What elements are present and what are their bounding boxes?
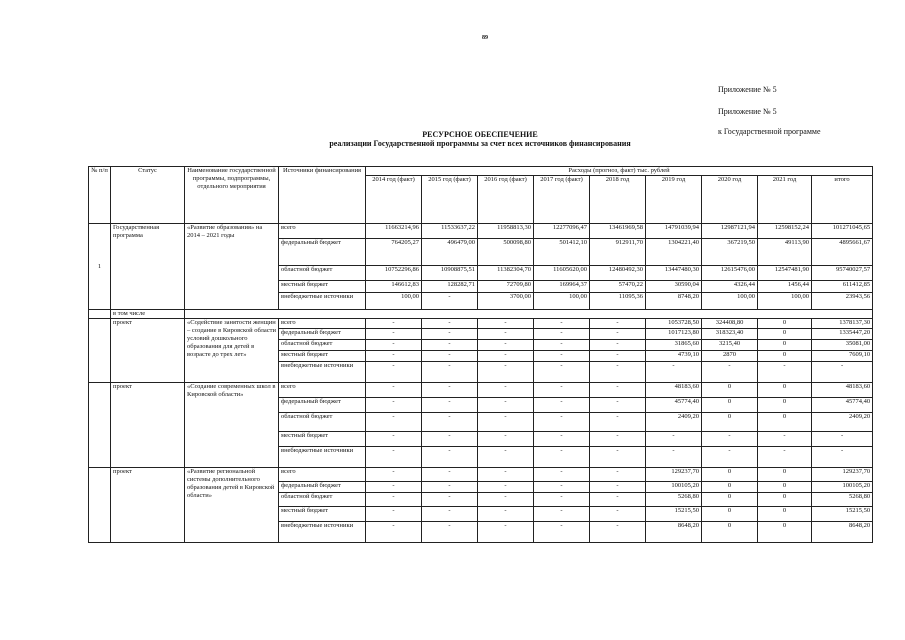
value-cell: - [534,447,590,468]
value-cell: - [422,398,478,413]
source-cell: областной бюджет [279,266,366,281]
value-cell: - [590,482,646,493]
value-cell: 12987121,94 [702,224,758,239]
value-cell: - [534,413,590,432]
value-cell: 0 [758,507,812,522]
value-cell: - [478,468,534,482]
header-year: 2018 год [590,176,646,224]
value-cell: - [534,329,590,340]
value-cell: 0 [702,507,758,522]
value-cell: - [646,362,702,383]
value-cell: 912911,70 [590,239,646,266]
value-cell: - [534,432,590,447]
value-cell: - [422,522,478,543]
value-cell: 100105,20 [812,482,873,493]
source-cell: всего [279,383,366,398]
header-year: 2021 год [758,176,812,224]
value-cell: 129237,70 [646,468,702,482]
value-cell: 45774,40 [646,398,702,413]
value-cell: 367219,50 [702,239,758,266]
value-cell: - [478,482,534,493]
value-cell: 11663214,96 [366,224,422,239]
value-cell: - [590,522,646,543]
value-cell: - [366,447,422,468]
value-cell: 501412,10 [534,239,590,266]
value-cell: - [422,340,478,351]
including-num [89,310,111,319]
value-cell: - [422,351,478,362]
value-cell: - [478,340,534,351]
source-cell: областной бюджет [279,493,366,507]
value-cell: 12480492,30 [590,266,646,281]
value-cell: - [590,351,646,362]
project-num [89,319,111,383]
source-cell: внебюджетные источники [279,362,366,383]
value-cell: 0 [758,351,812,362]
source-cell: федеральный бюджет [279,239,366,266]
value-cell: 100,00 [702,293,758,310]
value-cell: - [422,482,478,493]
value-cell: - [366,522,422,543]
value-cell: 764205,27 [366,239,422,266]
source-cell: федеральный бюджет [279,482,366,493]
project-num [89,468,111,543]
value-cell: 318323,40 [702,329,758,340]
value-cell: - [422,507,478,522]
source-cell: местный бюджет [279,432,366,447]
value-cell: - [590,383,646,398]
value-cell: - [366,383,422,398]
value-cell: 0 [702,468,758,482]
value-cell: 1053728,50 [646,319,702,329]
project-num [89,383,111,468]
value-cell: - [702,432,758,447]
source-cell: всего [279,468,366,482]
value-cell: - [478,362,534,383]
value-cell: - [422,329,478,340]
value-cell: - [422,362,478,383]
value-cell: - [366,362,422,383]
value-cell: - [478,351,534,362]
document-title: РЕСУРСНОЕ ОБЕСПЕЧЕНИЕ [422,130,538,139]
value-cell: 45774,40 [812,398,873,413]
value-cell: 1304221,40 [646,239,702,266]
value-cell: 129237,70 [812,468,873,482]
value-cell: 0 [702,398,758,413]
value-cell: - [590,319,646,329]
source-cell: всего [279,224,366,239]
value-cell: 3700,00 [478,293,534,310]
source-cell: областной бюджет [279,340,366,351]
value-cell: - [534,507,590,522]
value-cell: - [422,493,478,507]
value-cell: 11095,36 [590,293,646,310]
appendix-line-3: к Государственной программе [718,127,821,136]
value-cell: - [478,493,534,507]
value-cell: 35081,00 [812,340,873,351]
value-cell: 12547481,90 [758,266,812,281]
value-cell: 2870 [702,351,758,362]
value-cell: 31865,60 [646,340,702,351]
value-cell: 13447480,30 [646,266,702,281]
program-status: Государственная программа [111,224,185,310]
value-cell: 128282,71 [422,281,478,293]
value-cell: - [646,447,702,468]
value-cell: 496479,00 [422,239,478,266]
value-cell: 13461969,58 [590,224,646,239]
value-cell: 100,00 [534,293,590,310]
value-cell: 1335447,20 [812,329,873,340]
header-source: Источники финансирования [279,167,366,224]
value-cell: 8648,20 [812,522,873,543]
value-cell: - [478,413,534,432]
value-cell: 10908875,51 [422,266,478,281]
value-cell: - [478,522,534,543]
value-cell: - [366,482,422,493]
source-cell: областной бюджет [279,413,366,432]
value-cell: - [758,362,812,383]
value-cell: - [366,507,422,522]
header-year: 2015 год (факт) [422,176,478,224]
value-cell: 11382304,70 [478,266,534,281]
value-cell: 0 [758,398,812,413]
value-cell: - [534,383,590,398]
including-empty [185,310,873,319]
source-cell: федеральный бюджет [279,329,366,340]
value-cell: 1456,44 [758,281,812,293]
value-cell: 0 [758,319,812,329]
source-cell: местный бюджет [279,351,366,362]
value-cell: 0 [702,493,758,507]
value-cell: - [590,447,646,468]
value-cell: - [590,432,646,447]
header-year: 2017 год (факт) [534,176,590,224]
value-cell: 100,00 [366,293,422,310]
value-cell: - [758,447,812,468]
value-cell: 0 [702,522,758,543]
value-cell: 100,00 [758,293,812,310]
value-cell: 8748,20 [646,293,702,310]
value-cell: 49113,90 [758,239,812,266]
header-year: 2020 год [702,176,758,224]
value-cell: 12615476,00 [702,266,758,281]
project-status: проект [111,383,185,468]
project-row [89,468,873,482]
value-cell: 72709,80 [478,281,534,293]
value-cell: - [702,447,758,468]
project-row [89,383,873,398]
source-cell: местный бюджет [279,281,366,293]
value-cell: 1017123,80 [646,329,702,340]
value-cell: 57470,22 [590,281,646,293]
document-subtitle: реализации Государственной программы за счет всех источников финансирования [329,139,631,148]
value-cell: - [590,507,646,522]
value-cell: 0 [758,329,812,340]
value-cell: 15215,50 [646,507,702,522]
value-cell: - [590,329,646,340]
value-cell: 12277096,47 [534,224,590,239]
value-cell: - [422,413,478,432]
page-number: 89 [482,35,488,41]
header-year: итого [812,176,873,224]
value-cell: 3215,40 [702,340,758,351]
value-cell: 500098,80 [478,239,534,266]
value-cell: 0 [702,413,758,432]
program-num: 1 [89,224,111,310]
value-cell: - [534,468,590,482]
value-cell: 146612,83 [366,281,422,293]
value-cell: - [590,493,646,507]
value-cell: - [422,383,478,398]
value-cell: 11533637,22 [422,224,478,239]
project-status: проект [111,319,185,383]
resource-table [88,166,873,543]
source-cell: внебюджетные источники [279,447,366,468]
header-row [89,167,873,176]
value-cell: 0 [702,383,758,398]
value-cell: - [590,468,646,482]
value-cell: - [422,468,478,482]
value-cell: - [646,432,702,447]
value-cell: - [534,493,590,507]
value-cell: - [702,362,758,383]
value-cell: 95740027,57 [812,266,873,281]
value-cell: - [590,340,646,351]
value-cell: 11605620,00 [534,266,590,281]
project-name: «Развитие региональной системы дополнительного образования детей в Кировской области» [185,468,279,543]
including-label: в том числе [111,310,185,319]
value-cell: 169964,37 [534,281,590,293]
value-cell: 0 [758,468,812,482]
value-cell: 8648,20 [646,522,702,543]
project-status: проект [111,468,185,543]
source-cell: всего [279,319,366,329]
header-year: 2019 год [646,176,702,224]
value-cell: 0 [758,522,812,543]
value-cell: - [590,413,646,432]
project-row [89,319,873,329]
value-cell: 10752296,86 [366,266,422,281]
value-cell: 14791039,94 [646,224,702,239]
value-cell: 15215,50 [812,507,873,522]
value-cell: - [534,319,590,329]
header-name: Наименование государственной программы, подпрограммы, отдельного мероприятия [185,167,279,224]
program-name: «Развитие образования» на 2014 – 2021 годы [185,224,279,310]
value-cell: 23943,56 [812,293,873,310]
program-row [89,224,873,239]
value-cell: 5268,80 [812,493,873,507]
value-cell: - [422,432,478,447]
value-cell: 48183,60 [812,383,873,398]
value-cell: 11958813,30 [478,224,534,239]
value-cell: - [534,522,590,543]
value-cell: - [366,340,422,351]
header-year: 2014 год (факт) [366,176,422,224]
value-cell: - [534,340,590,351]
value-cell: - [366,493,422,507]
value-cell: - [478,432,534,447]
value-cell: 611412,85 [812,281,873,293]
header-num: № п/п [89,167,111,224]
value-cell: - [590,398,646,413]
value-cell: - [366,432,422,447]
value-cell: 0 [758,493,812,507]
value-cell: 2409,20 [812,413,873,432]
value-cell: - [812,447,873,468]
value-cell: 324408,80 [702,319,758,329]
project-name: «Содействие занятости женщин – создание в Кировской области условий дошкольного образования для детей в возрасте до трех лет» [185,319,279,383]
value-cell: 48183,60 [646,383,702,398]
value-cell: - [534,351,590,362]
value-cell: 5268,80 [646,493,702,507]
value-cell: - [478,319,534,329]
appendix-line-1: Приложение № 5 [718,85,777,94]
value-cell: - [478,398,534,413]
value-cell: - [478,383,534,398]
value-cell: - [534,362,590,383]
value-cell: - [366,329,422,340]
value-cell: - [478,329,534,340]
header-expenses: Расходы (прогноз, факт) тыс. рублей [366,167,873,176]
value-cell: - [366,319,422,329]
value-cell: 4739,10 [646,351,702,362]
value-cell: - [422,319,478,329]
source-cell: федеральный бюджет [279,398,366,413]
value-cell: 0 [758,340,812,351]
value-cell: - [758,432,812,447]
source-cell: внебюджетные источники [279,522,366,543]
appendix-line-2: Приложение № 5 [718,107,777,116]
value-cell: - [422,293,478,310]
value-cell: 4326,44 [702,281,758,293]
value-cell: 0 [758,482,812,493]
value-cell: 4895661,67 [812,239,873,266]
value-cell: 7609,10 [812,351,873,362]
source-cell: местный бюджет [279,507,366,522]
value-cell: - [366,413,422,432]
project-name: «Создание современных школ в Кировской области» [185,383,279,468]
value-cell: - [534,482,590,493]
source-cell: внебюджетные источники [279,293,366,310]
value-cell: 30590,04 [646,281,702,293]
value-cell: - [366,468,422,482]
value-cell: 0 [702,482,758,493]
value-cell: 2409,20 [646,413,702,432]
value-cell: 0 [758,383,812,398]
value-cell: 101271045,65 [812,224,873,239]
value-cell: - [422,447,478,468]
value-cell: 100105,20 [646,482,702,493]
value-cell: - [812,362,873,383]
value-cell: - [812,432,873,447]
value-cell: 12598152,24 [758,224,812,239]
value-cell: - [366,398,422,413]
value-cell: 1378137,30 [812,319,873,329]
value-cell: - [366,351,422,362]
value-cell: - [478,507,534,522]
header-year: 2016 год (факт) [478,176,534,224]
value-cell: - [534,398,590,413]
value-cell: - [478,447,534,468]
value-cell: - [590,362,646,383]
value-cell: 0 [758,413,812,432]
header-status: Статус [111,167,185,224]
including-row [89,310,873,319]
